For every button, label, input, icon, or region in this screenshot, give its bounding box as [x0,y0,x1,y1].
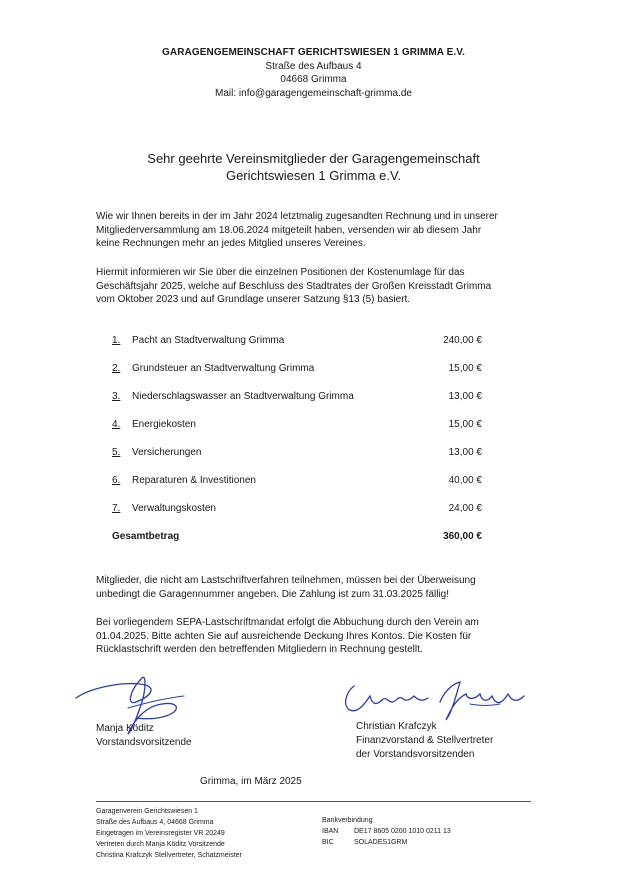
total-row [112,531,482,545]
sepa-line-3: Rücklastschrift werden den betreffenden Mitgliedern in Rechnung gestellt. [96,644,423,655]
total-amount: 360,00 € [443,531,482,542]
city-address: 04668 Grimma [280,74,347,85]
letterhead [0,46,627,100]
signer-right-role-2: der Vorstandsvorsitzenden [356,749,475,760]
cost-info-line-3: vom Oktober 2023 und auf Grundlage unserer Satzung §13 (5) basiert. [96,294,411,305]
signature-left [96,722,192,750]
signature-right [356,720,493,762]
cost-item [112,335,482,349]
intro-line-2: Mitgliederversammlung am 18.06.2024 mitgeteilt haben, versenden wir ab diesem Jahr [96,224,482,236]
item-label: Niederschlagswasser an Stadtverwaltung Grimma [132,391,354,402]
cost-item [112,475,482,489]
payment-notice-line-1: Mitglieder, die nicht am Lastschriftverfahren teilnehmen, müssen bei der Überweisung [96,575,476,586]
item-number: 3. [112,391,121,402]
salutation [0,150,627,184]
item-number: 6. [112,475,121,486]
iban-label: IBAN [322,828,339,835]
item-number: 4. [112,419,121,430]
intro-line-3: keine Rechnungen mehr an jedes Mitglied unseres Vereines. [96,238,366,249]
item-label: Verwaltungskosten [132,503,216,514]
sepa-paragraph [96,616,546,657]
footer-bank [322,815,522,848]
signer-right-role-1: Finanzvorstand & Stellvertreter [356,735,494,746]
item-amount: 15,00 € [448,419,482,430]
item-label: Grundsteuer an Stadtverwaltung Grimma [132,363,315,374]
street-address: Straße des Aufbaus 4 [265,60,362,72]
intro-paragraph [96,210,546,251]
payment-notice-line-2: unbedingt die Garagennummer angeben. Die Zahlung ist zum 31.03.2025 fällig! [96,588,450,600]
bic-label: BIC [322,839,334,846]
salutation-line-2: Gerichtswiesen 1 Grimma e.V. [225,168,402,183]
item-number: 1. [112,335,121,346]
item-label: Versicherungen [132,447,202,458]
intro-line-1: Wie wir Ihnen bereits in der im Jahr 2024 letztmalig zugesandten Rechnung und in unserer [96,211,498,222]
cost-info-paragraph [96,266,546,307]
cost-item [112,503,482,517]
cost-item [112,391,482,405]
item-label: Reparaturen & Investitionen [132,475,256,486]
item-number: 7. [112,503,121,514]
bank-title: Bankverbindung [322,817,373,824]
item-amount: 40,00 € [448,475,482,486]
signer-left-name: Manja Köditz [96,723,154,734]
footer-line-4: Vertreten durch Manja Köditz Vorsitzende [96,841,225,848]
total-label: Gesamtbetrag [112,531,180,542]
footer-left [96,806,242,861]
sepa-line-2: 01.04.2025. Bitte achten Sie auf ausreichende Deckung Ihres Kontos. Die Kosten für [96,630,472,642]
item-number: 2. [112,363,121,374]
iban-value: DE17 8605 0200 1010 0211 13 [354,828,451,835]
item-amount: 240,00 € [443,335,482,346]
footer-line-3: Eingetragen im Vereinsregister VR 20249 [96,830,225,837]
organization-name: GARAGENGEMEINSCHAFT GERICHTSWIESEN 1 GRIMMA E.V. [162,47,465,58]
bic-value: SOLADES1GRM [354,839,408,846]
cost-info-line-1: Hiermit informieren wir Sie über die einzelnen Positionen der Kostenumlage für das [96,267,465,278]
footer-line-5: Christina Krafczyk Stellvertreter, Schatzmeister [96,852,242,859]
email-address: Mail: info@garagengemeinschaft-grimma.de [215,87,412,99]
cost-item [112,363,482,377]
footer-divider [96,801,531,802]
footer-line-1: Garagenverein Gerichtswiesen 1 [96,808,198,815]
salutation-line-1: Sehr geehrte Vereinsmitglieder der Garagengemeinschaft [147,151,480,166]
signer-left-role: Vorstandsvorsitzende [96,737,192,748]
signature-right-image [340,672,530,724]
item-number: 5. [112,447,121,458]
item-amount: 15,00 € [448,363,482,374]
item-label: Energiekosten [132,419,196,430]
sepa-line-1: Bei vorliegendem SEPA-Lastschriftmandat erfolgt die Abbuchung durch den Verein am [96,617,479,628]
cost-info-line-2: Geschäftsjahr 2025, welche auf Beschluss des Stadtrates der Großen Kreisstadt Grimma [96,280,492,292]
item-amount: 24,00 € [448,503,482,514]
place-date: Grimma, im März 2025 [200,776,302,787]
item-amount: 13,00 € [448,391,482,402]
signer-right-name: Christian Krafczyk [356,721,437,732]
cost-item [112,447,482,461]
item-label: Pacht an Stadtverwaltung Grimma [132,335,285,346]
payment-notice-paragraph [96,574,546,601]
cost-item [112,419,482,433]
footer-line-2: Straße des Aufbaus 4, 04668 Grimma [96,819,214,826]
item-amount: 13,00 € [448,447,482,458]
